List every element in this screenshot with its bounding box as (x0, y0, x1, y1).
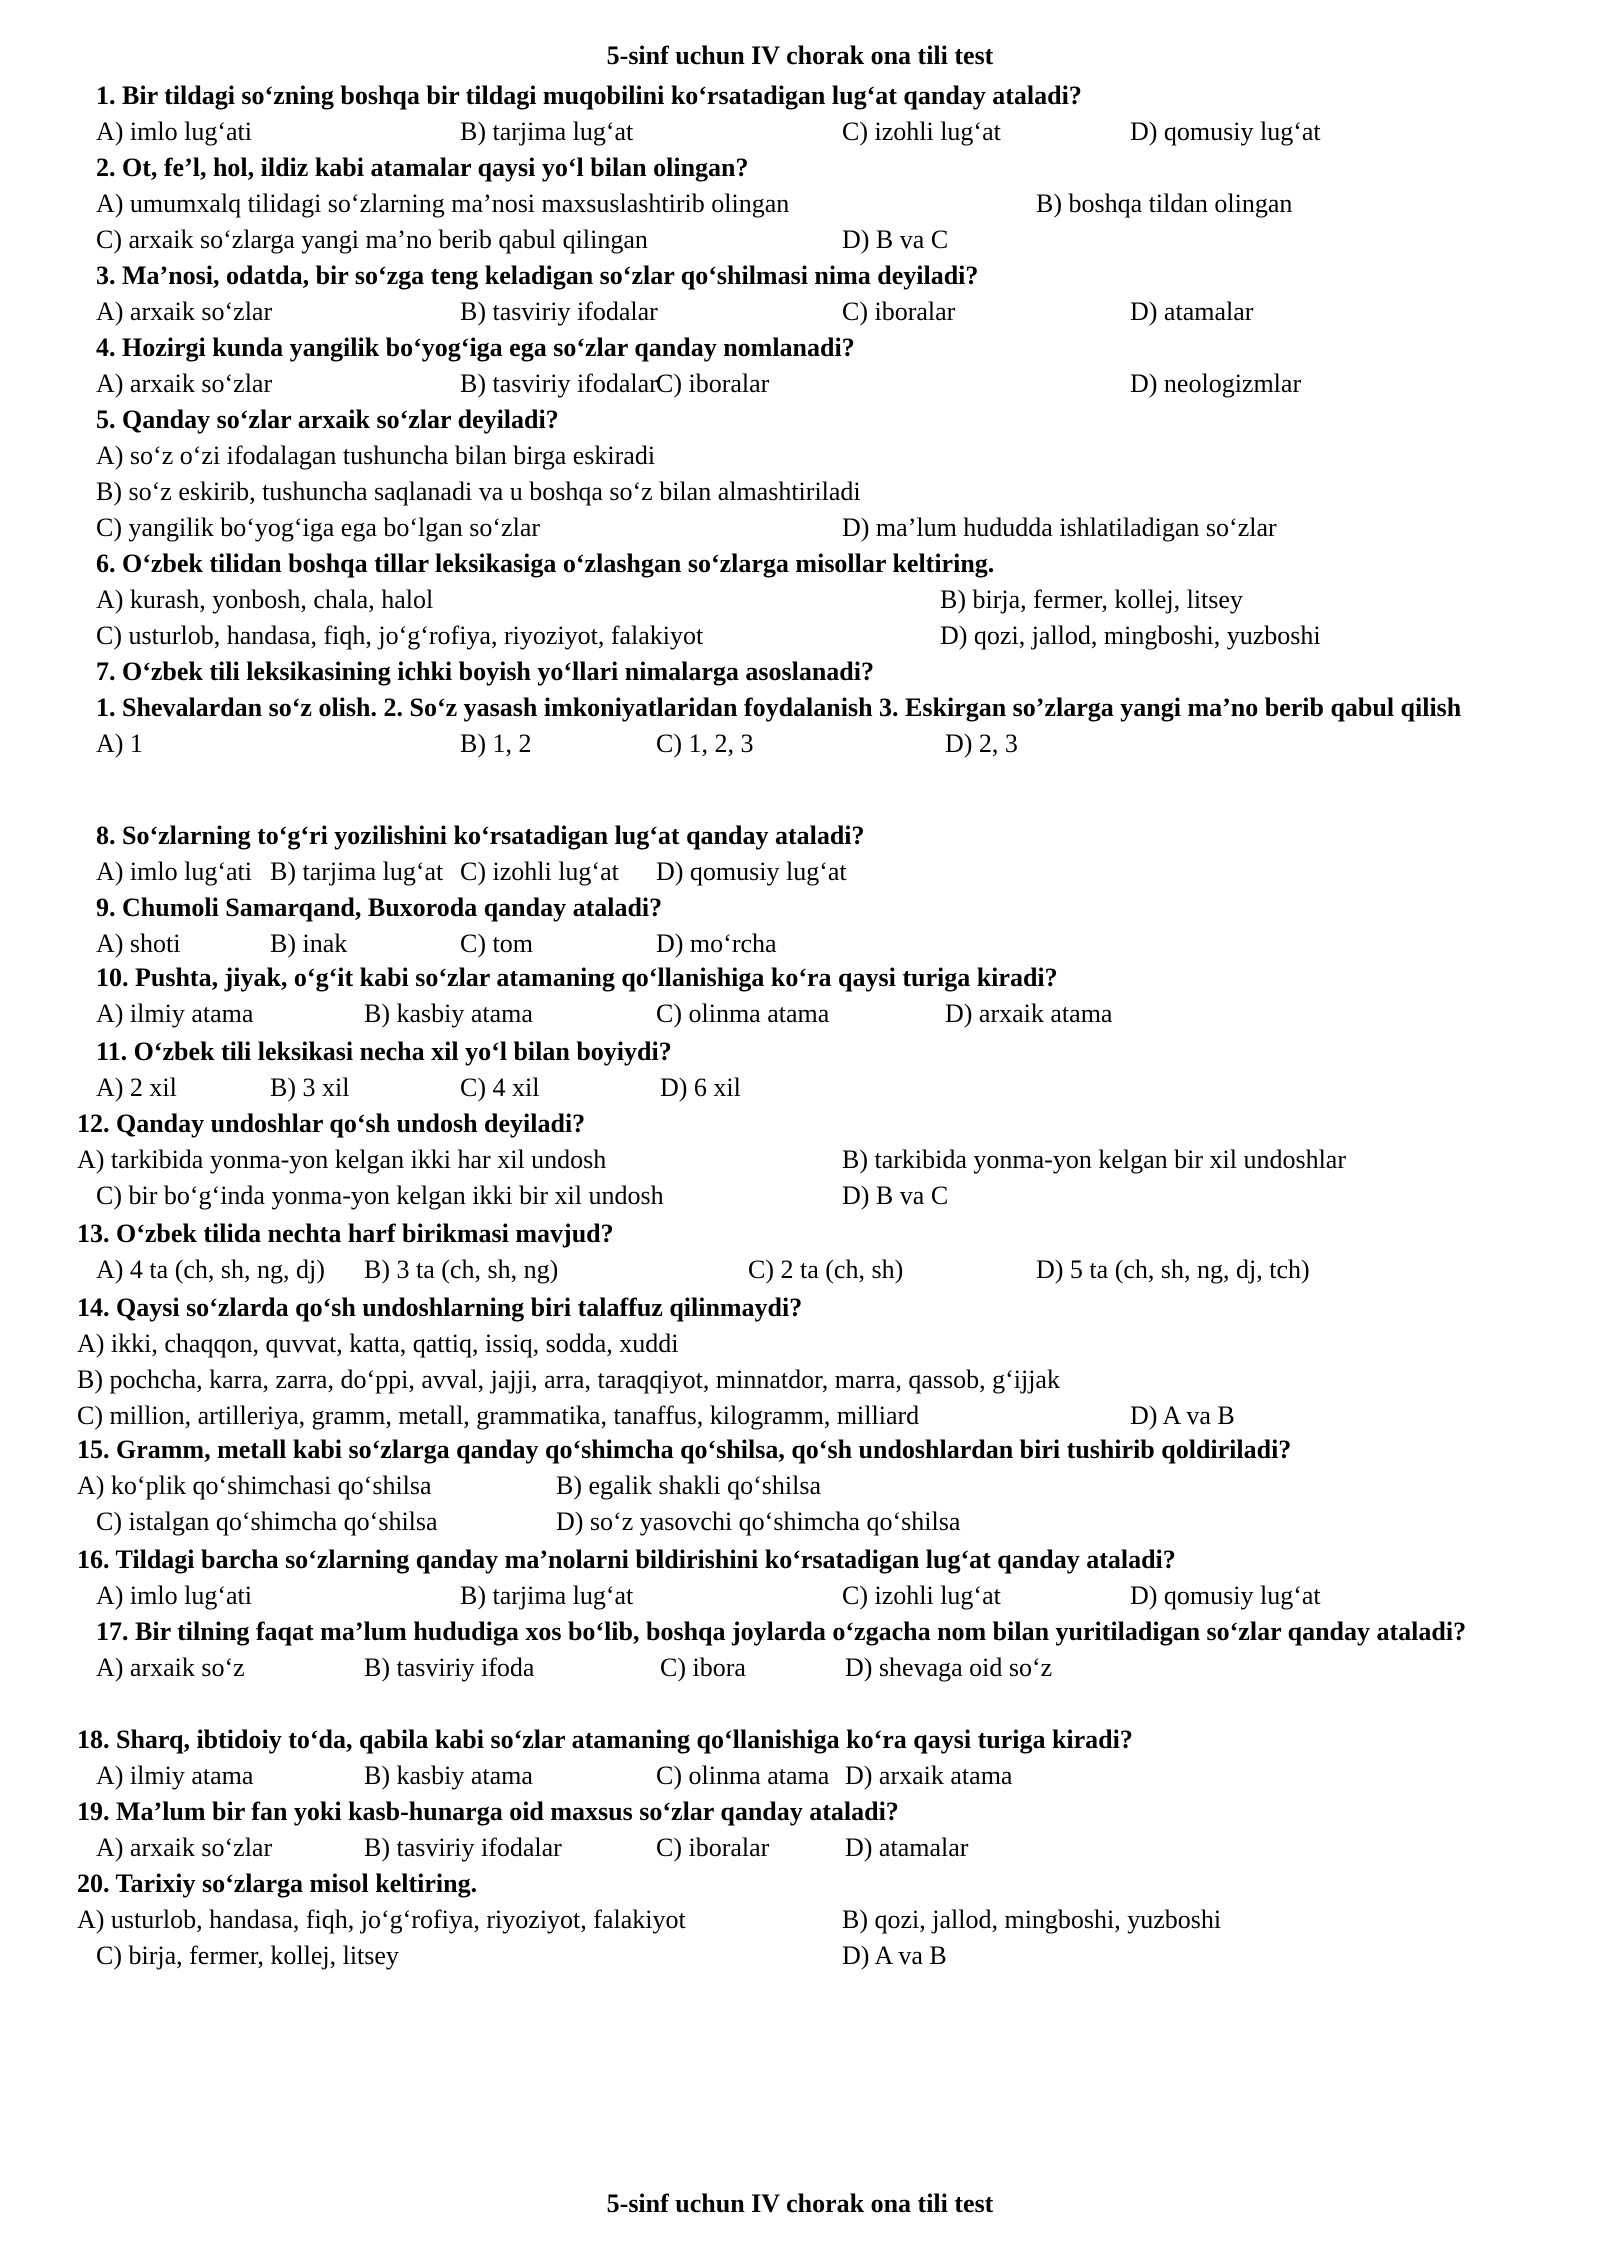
answer-row (0, 1650, 1600, 1686)
answer-option-d: D) atamalar (845, 1833, 969, 1862)
answer-option-a: A) usturlob, handasa, fiqh, jo‘g‘rofiya, riyoziyot, falakiyot (77, 1905, 686, 1934)
answer-option-c: C) 1, 2, 3 (656, 729, 754, 758)
answer-row (0, 510, 1600, 546)
question-11 (0, 1034, 1600, 1106)
answer-option-d: D) mo‘rcha (656, 929, 777, 958)
answer-option-d: D) ma’lum hududda ishlatiladigan so‘zlar (842, 513, 1277, 542)
question-3 (0, 258, 1600, 330)
answer-option-a: A) arxaik so‘zlar (96, 1833, 273, 1862)
answer-row (0, 926, 1600, 962)
answer-option-c: C) izohli lug‘at (460, 857, 619, 886)
answer-option-a: A) kurash, yonbosh, chala, halol (96, 585, 434, 614)
answer-option-c: C) iboralar (656, 369, 770, 398)
answer-option-b: B) tarjima lug‘at (270, 857, 444, 886)
answer-row (0, 1326, 1600, 1362)
question-text: 4. Hozirgi kunda yangilik bo‘yog‘iga ega so‘zlar qanday nomlanadi? (96, 333, 855, 362)
answer-option-d: D) qomusiy lug‘at (656, 857, 847, 886)
answer-row (0, 1468, 1600, 1504)
answer-row (0, 1398, 1600, 1434)
answer-option-c: C) usturlob, handasa, fiqh, jo‘g‘rofiya, riyoziyot, falakiyot (96, 621, 704, 650)
answer-option-b: B) boshqa tildan olingan (1036, 189, 1293, 218)
question-6 (0, 546, 1600, 654)
question-13 (0, 1216, 1600, 1288)
question-1 (0, 78, 1600, 150)
question-4 (0, 330, 1600, 402)
answer-option-a: A) shoti (96, 929, 181, 958)
answer-row (0, 1902, 1600, 1938)
answer-option-a: A) ilmiy atama (96, 1761, 254, 1790)
answer-option-c: C) istalgan qo‘shimcha qo‘shilsa (96, 1507, 438, 1536)
answer-option-c: C) izohli lug‘at (842, 1581, 1001, 1610)
question-text: 10. Pushta, jiyak, o‘g‘it kabi so‘zlar atamaning qo‘llanishiga ko‘ra qaysi turiga kiradi? (96, 963, 1058, 992)
answer-row (0, 726, 1600, 762)
answer-option-a: A) so‘z o‘zi ifodalagan tushuncha bilan birga eskiradi (96, 441, 656, 470)
page-title: 5-sinf uchun IV chorak ona tili test (606, 41, 994, 70)
question-2 (0, 150, 1600, 258)
answer-option-b: B) qozi, jallod, mingboshi, yuzboshi (842, 1905, 1222, 1934)
answer-option-c: C) 4 xil (460, 1073, 540, 1102)
question-text: 14. Qaysi so‘zlarda qo‘sh undoshlarning biri talaffuz qilinmaydi? (77, 1293, 803, 1322)
answer-option-d: D) 2, 3 (945, 729, 1018, 758)
question-text: 12. Qanday undoshlar qo‘sh undosh deyiladi? (77, 1109, 586, 1138)
answer-option-d: D) A va B (842, 1941, 947, 1970)
question-text: 19. Ma’lum bir fan yoki kasb-hunarga oid maxsus so‘zlar qanday ataladi? (77, 1797, 899, 1826)
answer-option-c: C) olinma atama (656, 1761, 830, 1790)
question-text: 13. O‘zbek tilida nechta harf birikmasi mavjud? (77, 1219, 614, 1248)
answer-option-b: B) tasviriy ifodalar (460, 369, 658, 398)
question-text: 3. Ma’nosi, odatda, bir so‘zga teng keladigan so‘zlar qo‘shilmasi nima deyiladi? (96, 261, 979, 290)
answer-option-d: D) atamalar (1130, 297, 1254, 326)
question-12 (0, 1106, 1600, 1214)
answer-row (0, 1252, 1600, 1288)
question-15 (0, 1432, 1600, 1540)
answer-option-a: A) 1 (96, 729, 143, 758)
answer-row (0, 996, 1600, 1032)
answer-row (0, 1938, 1600, 1974)
answer-option-d: D) qozi, jallod, mingboshi, yuzboshi (940, 621, 1321, 650)
answer-option-a: A) arxaik so‘zlar (96, 297, 273, 326)
answer-option-a: A) arxaik so‘z (96, 1653, 245, 1682)
answer-option-a: A) umumxalq tilidagi so‘zlarning ma’nosi maxsuslashtirib olingan (96, 189, 790, 218)
question-text: 18. Sharq, ibtidoiy to‘da, qabila kabi so‘zlar atamaning qo‘llanishiga ko‘ra qaysi turiga kiradi? (77, 1725, 1133, 1754)
answer-option-c: C) iboralar (656, 1833, 770, 1862)
answer-option-a: A) tarkibida yonma-yon kelgan ikki har xil undosh (77, 1145, 607, 1174)
question-16 (0, 1542, 1600, 1614)
question-statements: 1. Shevalardan so‘z olish. 2. So‘z yasash imkoniyatlaridan foydalanish 3. Eskirgan so’zlarga yangi ma’no berib qabul qilish (96, 693, 1462, 722)
answer-option-b: B) pochcha, karra, zarra, do‘ppi, avval, jajji, arra, taraqqiyot, minnatdor, marra, qassob, g‘ijjak (77, 1365, 1060, 1394)
answer-option-b: B) kasbiy atama (364, 1761, 533, 1790)
answer-row (0, 366, 1600, 402)
answer-option-c: C) million, artilleriya, gramm, metall, grammatika, tanaffus, kilogramm, milliard (77, 1401, 920, 1430)
question-text: 20. Tarixiy so‘zlarga misol keltiring. (77, 1869, 478, 1898)
answer-option-d: D) qomusiy lug‘at (1130, 117, 1321, 146)
answer-row (0, 114, 1600, 150)
answer-row (0, 1830, 1600, 1866)
question-text: 5. Qanday so‘zlar arxaik so‘zlar deyiladi? (96, 405, 559, 434)
answer-option-a: A) ko‘plik qo‘shimchasi qo‘shilsa (77, 1471, 432, 1500)
answer-option-a: A) 2 xil (96, 1073, 177, 1102)
answer-option-d: D) B va C (842, 1181, 949, 1210)
question-text: 8. So‘zlarning to‘g‘ri yozilishini ko‘rsatadigan lug‘at qanday ataladi? (96, 821, 865, 850)
question-10 (0, 960, 1600, 1032)
answer-option-b: B) egalik shakli qo‘shilsa (556, 1471, 822, 1500)
question-14 (0, 1290, 1600, 1434)
question-text: 7. O‘zbek tili leksikasining ichki boyish yo‘llari nimalarga asoslanadi? (96, 657, 874, 686)
answer-option-b: B) 3 ta (ch, sh, ng) (364, 1255, 559, 1284)
answer-row (0, 854, 1600, 890)
answer-row (0, 438, 1600, 474)
answer-option-a: A) imlo lug‘ati (96, 1581, 252, 1610)
answer-row (0, 1362, 1600, 1398)
answer-option-c: C) 2 ta (ch, sh) (748, 1255, 904, 1284)
answer-option-a: A) ilmiy atama (96, 999, 254, 1028)
answer-option-a: A) ikki, chaqqon, quvvat, katta, qattiq, issiq, sodda, xuddi (77, 1329, 679, 1358)
answer-option-b: B) tarjima lug‘at (460, 117, 634, 146)
answer-option-b: B) birja, fermer, kollej, litsey (940, 585, 1243, 614)
answer-option-a: A) 4 ta (ch, sh, ng, dj) (96, 1255, 325, 1284)
question-text: 11. O‘zbek tili leksikasi necha xil yo‘l bilan boyiydi? (96, 1037, 672, 1066)
question-text: 1. Bir tildagi so‘zning boshqa bir tildagi muqobilini ko‘rsatadigan lug‘at qanday ataladi? (96, 81, 1082, 110)
answer-option-d: D) arxaik atama (845, 1761, 1013, 1790)
answer-option-c: C) iboralar (842, 297, 956, 326)
answer-option-c: C) arxaik so‘zlarga yangi ma’no berib qabul qilingan (96, 225, 648, 254)
answer-option-b: B) tasviriy ifodalar (364, 1833, 562, 1862)
question-text: 17. Bir tilning faqat ma’lum hududiga xos bo‘lib, boshqa joylarda o‘zgacha nom bilan yuritiladigan so‘zlar qanday ataladi? (96, 1617, 1467, 1646)
answer-option-b: B) tasviriy ifodalar (460, 297, 658, 326)
answer-option-b: B) 3 xil (270, 1073, 350, 1102)
answer-row (0, 1178, 1600, 1214)
answer-option-d: D) shevaga oid so‘z (845, 1653, 1053, 1682)
answer-row (0, 474, 1600, 510)
question-text: 2. Ot, fe’l, hol, ildiz kabi atamalar qaysi yo‘l bilan olingan? (96, 153, 749, 182)
answer-option-b: B) inak (270, 929, 348, 958)
answer-option-a: A) imlo lug‘ati (96, 857, 252, 886)
question-7 (0, 654, 1600, 762)
answer-option-a: A) imlo lug‘ati (96, 117, 252, 146)
question-text: 15. Gramm, metall kabi so‘zlarga qanday qo‘shimcha qo‘shilsa, qo‘sh undoshlardan biri tushirib qoldiriladi? (77, 1435, 1292, 1464)
answer-option-d: D) B va C (842, 225, 949, 254)
answer-row (0, 1578, 1600, 1614)
question-5 (0, 402, 1600, 546)
answer-option-c: C) ibora (660, 1653, 746, 1682)
answer-row (0, 1070, 1600, 1106)
question-19 (0, 1794, 1600, 1866)
answer-option-b: B) tarjima lug‘at (460, 1581, 634, 1610)
answer-option-d: D) arxaik atama (945, 999, 1113, 1028)
question-8 (0, 818, 1600, 890)
answer-option-a: A) arxaik so‘zlar (96, 369, 273, 398)
answer-option-b: B) tarkibida yonma-yon kelgan bir xil undoshlar (842, 1145, 1347, 1174)
answer-option-d: D) neologizmlar (1130, 369, 1302, 398)
answer-row (0, 618, 1600, 654)
footer-title: 5-sinf uchun IV chorak ona tili test (606, 2189, 994, 2218)
answer-option-d: D) 5 ta (ch, sh, ng, dj, tch) (1036, 1255, 1310, 1284)
answer-option-c: C) yangilik bo‘yog‘iga ega bo‘lgan so‘zlar (96, 513, 541, 542)
answer-row (0, 582, 1600, 618)
answer-option-c: C) izohli lug‘at (842, 117, 1001, 146)
answer-row (0, 1142, 1600, 1178)
answer-row (0, 222, 1600, 258)
answer-option-b: B) kasbiy atama (364, 999, 533, 1028)
question-9 (0, 890, 1600, 962)
question-text: 16. Tildagi barcha so‘zlarning qanday ma’nolarni bildirishini ko‘rsatadigan lug‘at qanday ataladi? (77, 1545, 1176, 1574)
answer-option-b: B) 1, 2 (460, 729, 532, 758)
answer-option-b: B) so‘z eskirib, tushuncha saqlanadi va u boshqa so‘z bilan almashtiriladi (96, 477, 861, 506)
question-18 (0, 1722, 1600, 1794)
answer-option-d: D) so‘z yasovchi qo‘shimcha qo‘shilsa (556, 1507, 961, 1536)
answer-option-d: D) 6 xil (660, 1073, 741, 1102)
answer-row (0, 1758, 1600, 1794)
answer-row (0, 1504, 1600, 1540)
answer-option-c: C) tom (460, 929, 533, 958)
answer-option-c: C) birja, fermer, kollej, litsey (96, 1941, 399, 1970)
answer-option-b: B) tasviriy ifoda (364, 1653, 535, 1682)
question-text: 9. Chumoli Samarqand, Buxoroda qanday ataladi? (96, 893, 663, 922)
answer-row (0, 294, 1600, 330)
answer-row (0, 186, 1600, 222)
question-20 (0, 1866, 1600, 1974)
answer-option-d: D) qomusiy lug‘at (1130, 1581, 1321, 1610)
answer-option-d: D) A va B (1130, 1401, 1235, 1430)
question-17 (0, 1614, 1600, 1686)
question-text: 6. O‘zbek tilidan boshqa tillar leksikasiga o‘zlashgan so‘zlarga misollar keltiring. (96, 549, 995, 578)
answer-option-c: C) olinma atama (656, 999, 830, 1028)
answer-option-c: C) bir bo‘g‘inda yonma-yon kelgan ikki bir xil undosh (96, 1181, 664, 1210)
